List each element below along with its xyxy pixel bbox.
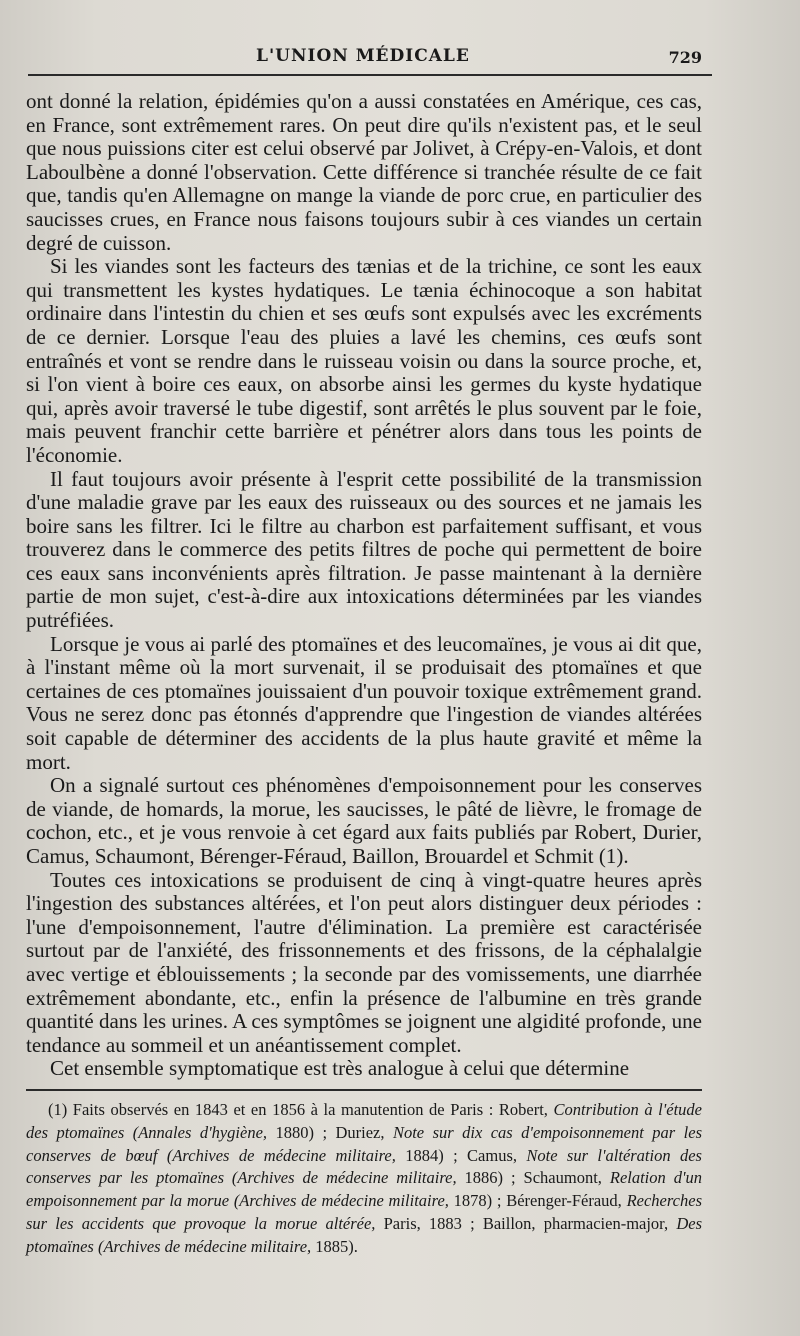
footnote-citation: Relation d'un empoisonnement par la morue (Archives de médecine militaire, bbox=[26, 1168, 702, 1211]
paragraph: ont donné la relation, épidémies qu'on a aussi constatées en Amérique, ces cas, en France, sont extrêmement rares. On peut dire qu'ils n'existent pas, et le seul que nous puissions citer est celui observé par Jolivet, à Crépy-en-Valois, et dont Laboulbène a donné l'observation. Cette différence si tranchée résulte de ce fait que, tandis qu'en Allemagne on mange la viande de porc crue, en particulier des saucisses crues, en France nous faisons toujours subir à ces viandes un certain degré de cuisson. bbox=[26, 89, 702, 255]
paragraph: Il faut toujours avoir présente à l'esprit cette possibilité de la transmission d'une maladie grave par les eaux des ruisseaux ou des sources et ne jamais les boire sans les filtrer. Ici le filtre au charbon est parfaitement suffisant, et vous trouverez dans le commerce des petits filtres de poche qui permettent de boire ces eaux sans inconvénients après filtration. Je passe maintenant à la dernière partie de mon sujet, c'est-à-dire aux intoxications déterminées par les viandes putréfiées. bbox=[26, 466, 702, 633]
page-number: 729 bbox=[668, 48, 702, 67]
body-text bbox=[26, 90, 702, 1081]
footnote-segment: 1884) ; Camus, bbox=[395, 1145, 527, 1165]
paragraph: On a signalé surtout ces phénomènes d'empoisonnement pour les conserves de viande, de homards, la morue, les saucisses, le pâté de lièvre, le fromage de cochon, etc., et je vous renvoie à cet égard aux faits publiés par Robert, Durier, Camus, Schaumont, Bérenger-Féraud, Baillon, Brouardel et Schmit (1). bbox=[26, 773, 702, 868]
paragraph: Toutes ces intoxications se produisent de cinq à vingt-quatre heures après l'ingestion des substances altérées, et l'on peut alors distinguer deux périodes : l'une d'empoisonnement, l'autre d'élimination. La première est caractérisée surtout par de l'anxiété, des frissonnements et des frissons, de la céphalalgie avec vertige et éblouissements ; la seconde par des vomissements, une diarrhée extrêmement abondante, etc., enfin la présence de l'albumine en très grande quantité dans les urines. A ces symptômes se joignent une algidité profonde, une tendance au sommeil et un anéantissement complet. bbox=[26, 867, 702, 1057]
footnote-citation: Contribution à l'étude des ptomaïnes (Annales d'hygiène, bbox=[26, 1099, 703, 1142]
footnote-segment: 1880) ; Duriez, bbox=[267, 1122, 393, 1142]
footnote-segment: Paris, 1883 ; Baillon, pharmacien-major, bbox=[375, 1213, 677, 1233]
footnote-citation: Recherches sur les accidents que provoque la morue altérée, bbox=[26, 1191, 702, 1233]
footnote-citation: Des ptomaïnes (Archives de médecine militaire, bbox=[26, 1213, 702, 1256]
paragraph: Lorsque je vous ai parlé des ptomaïnes et des leucomaïnes, je vous ai dit que, à l'instant même où la mort survenait, il se produisait des ptomaïnes et que certaines de ces ptomaïnes jouissaient d'un pouvoir toxique extrêmement grand. Vous ne serez donc pas étonnés d'apprendre que l'ingestion de viandes altérées soit capable de déterminer des accidents de la plus haute gravité et même la mort. bbox=[26, 631, 702, 774]
running-title: L'UNION MÉDICALE bbox=[256, 46, 470, 66]
footnote-rule bbox=[26, 1089, 702, 1091]
footnote bbox=[26, 1099, 702, 1259]
page-header bbox=[26, 44, 702, 74]
paragraph: Si les viandes sont les facteurs des tænias et de la trichine, ce sont les eaux qui transmettent les kystes hydatiques. Le tænia échinocoque a son habitat ordinaire dans l'intestin du chien et ses œufs sont expulsés avec les excréments de ce dernier. Lorsque l'eau des pluies a lavé les chemins, ces œufs sont entraînés et vont se rendre dans le ruisseau voisin ou dans la source proche, et, si l'on vient à boire ces eaux, on absorbe ainsi les germes du kyste hydatique qui, après avoir traversé le tube digestif, sont arrêtés le plus souvent par le foie, mais peuvent franchir cette barrière et pénétrer alors dans tous les points de l'économie. bbox=[26, 254, 702, 467]
paragraph: Cet ensemble symptomatique est très analogue à celui que détermine bbox=[50, 1056, 630, 1081]
footnote-citation: Note sur dix cas d'empoisonnement par les conserves de bœuf (Archives de médecine militaire, bbox=[26, 1122, 702, 1165]
footnote-segment: 1886) ; Schaumont, bbox=[456, 1168, 610, 1188]
footnote-segment: 1885). bbox=[311, 1236, 358, 1256]
header-rule bbox=[28, 74, 712, 76]
footnote-text bbox=[26, 1099, 702, 1259]
footnote-segment: 1878) ; Bérenger-Féraud, bbox=[448, 1191, 627, 1211]
footnote-citation: Note sur l'altération des conserves par les ptomaïnes (Archives de médecine militaire, bbox=[26, 1145, 702, 1188]
footnote-segment: (1) Faits observés en 1843 et en 1856 à la manutention de Paris : Robert, bbox=[48, 1099, 554, 1119]
